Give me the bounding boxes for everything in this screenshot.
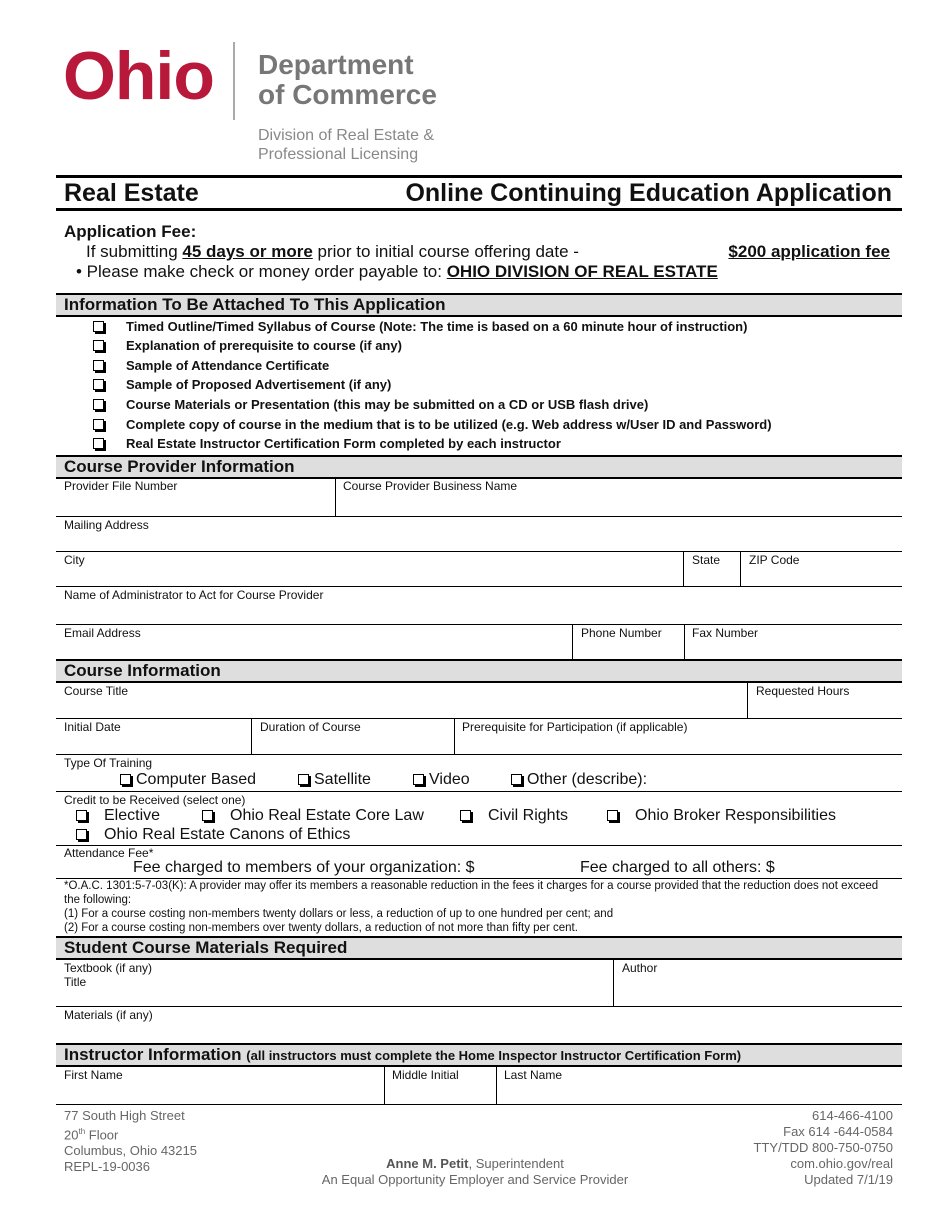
division-name [258, 126, 434, 164]
field-divider [454, 718, 455, 754]
field-rule [56, 624, 902, 625]
credit-option-label: Civil Rights [488, 807, 569, 824]
last-name-label: Last Name [504, 1068, 563, 1082]
training-option-label: Computer Based [136, 771, 257, 788]
training-option-label: Video [429, 771, 470, 788]
dept-line2: of Commerce [258, 79, 437, 110]
note-line: (2) For a course costing non-members over twenty dollars, a reduction of not more than fifty per cent. [64, 922, 578, 934]
fee-members-label: Fee charged to members of your organization: $ [133, 859, 475, 876]
eoe-statement: An Equal Opportunity Employer and Service Provider [321, 1172, 629, 1187]
division-line1: Division of Real Estate & [258, 127, 435, 144]
attach-item-label: Course Materials or Presentation (this may be submitted on a CD or USB flash drive) [126, 397, 649, 412]
provider-section-header: Course Provider Information [56, 455, 902, 479]
checkbox-icon[interactable] [413, 774, 424, 785]
attach-item[interactable] [93, 397, 648, 412]
title-real-estate: Real Estate [64, 179, 199, 207]
field-divider [496, 1066, 497, 1104]
training-option[interactable] [511, 771, 647, 789]
credit-option[interactable] [76, 807, 160, 825]
checkbox-icon[interactable] [511, 774, 522, 785]
floor-number: 20 [64, 1127, 79, 1143]
fee-line2 [76, 262, 718, 282]
textbook-label: Textbook (if any) [64, 961, 153, 975]
attach-item-label: Explanation of prerequisite to course (if any) [126, 338, 402, 353]
attach-item[interactable] [93, 358, 329, 373]
fee-line1-bold: 45 days or more [182, 242, 313, 261]
requested-hours-label: Requested Hours [756, 684, 850, 698]
checkbox-icon[interactable] [607, 810, 618, 821]
field-divider [683, 551, 684, 586]
state-label: State [692, 553, 721, 567]
administrator-label: Name of Administrator to Act for Course Provider [64, 588, 324, 602]
credit-option[interactable] [460, 807, 568, 825]
checkbox-icon[interactable] [93, 340, 104, 351]
department-name [258, 50, 437, 110]
credit-option[interactable] [202, 807, 424, 825]
zip-label: ZIP Code [749, 553, 800, 567]
attach-item-label: Real Estate Instructor Certification Form completed by each instructor [126, 436, 561, 451]
field-divider [613, 959, 614, 1006]
training-option[interactable] [413, 771, 470, 789]
materials-label: Materials (if any) [64, 1008, 153, 1022]
training-type-label: Type Of Training [64, 756, 153, 770]
fee-payee: OHIO DIVISION OF REAL ESTATE [446, 262, 718, 281]
field-rule [56, 845, 902, 846]
course-title-label: Course Title [64, 684, 129, 698]
city-label: City [64, 553, 85, 567]
checkbox-icon[interactable] [460, 810, 471, 821]
mailing-address-label: Mailing Address [64, 518, 149, 532]
field-divider [572, 624, 573, 660]
checkbox-icon[interactable] [298, 774, 309, 785]
credit-option[interactable] [76, 826, 350, 844]
footer-address-line: 77 South High Street [64, 1108, 185, 1123]
checkbox-icon[interactable] [76, 829, 87, 840]
field-divider [747, 682, 748, 718]
footer-tty: TTY/TDD 800-750-0750 [753, 1140, 893, 1155]
footer-address-line: Columbus, Ohio 43215 [64, 1143, 197, 1159]
note-line: (1) For a course costing non-members twenty dollars or less, a reduction of up to one hundred per cent; and [64, 908, 614, 920]
training-option-label: Other (describe): [527, 771, 648, 788]
training-option[interactable] [298, 771, 371, 789]
field-divider [251, 718, 252, 754]
checkbox-icon[interactable] [93, 419, 104, 430]
credit-option-label: Elective [104, 807, 161, 824]
attach-item[interactable] [93, 377, 391, 392]
author-label: Author [622, 961, 658, 975]
textbook-title-label: Title [64, 975, 87, 989]
fee-heading: Application Fee: [64, 222, 197, 241]
attach-item[interactable] [93, 417, 772, 432]
course-section-header: Course Information [56, 659, 902, 683]
checkbox-icon[interactable] [93, 399, 104, 410]
training-option-label: Satellite [314, 771, 371, 788]
field-rule [56, 1104, 902, 1105]
footer-web[interactable]: com.ohio.gov/real [790, 1156, 893, 1171]
checkbox-icon[interactable] [93, 321, 104, 332]
footer-updated: Updated 7/1/19 [804, 1172, 893, 1187]
attach-item-label: Timed Outline/Timed Syllabus of Course (Note: The time is based on a 60 minute hour of instruction) [126, 319, 748, 334]
field-divider [740, 551, 741, 586]
training-option[interactable] [120, 771, 256, 789]
materials-section-header: Student Course Materials Required [56, 936, 902, 960]
attach-item[interactable] [93, 338, 402, 353]
form-id: REPL-19-0036 [64, 1159, 150, 1175]
title-top-rule [56, 175, 902, 178]
initial-date-label: Initial Date [64, 720, 121, 734]
field-rule [56, 791, 902, 792]
phone-label: Phone Number [581, 626, 662, 640]
attach-item[interactable] [93, 436, 561, 451]
logo-divider [233, 42, 235, 120]
note-line: *O.A.C. 1301:5-7-03(K): A provider may offer its members a reasonable reduction in the fees it charges for a course provided that the reduction does not exceed the following: [64, 880, 879, 906]
field-rule [56, 718, 902, 719]
checkbox-icon[interactable] [120, 774, 131, 785]
fee-others-label: Fee charged to all others: $ [580, 859, 775, 876]
division-line2: Professional Licensing [258, 146, 419, 163]
attach-item-label: Sample of Attendance Certificate [126, 358, 330, 373]
credit-option[interactable] [607, 807, 836, 825]
superintendent-name: Anne M. Petit [386, 1156, 469, 1171]
field-rule [56, 516, 902, 517]
fee-line1 [86, 242, 579, 262]
instructor-section-header [56, 1043, 902, 1067]
credit-option-label: Ohio Real Estate Canons of Ethics [104, 826, 351, 843]
field-rule [56, 551, 902, 552]
oac-fee-note [64, 879, 894, 935]
checkbox-icon[interactable] [93, 379, 104, 390]
floor-suffix: th [78, 1127, 86, 1136]
checkbox-icon[interactable] [76, 810, 87, 821]
duration-label: Duration of Course [260, 720, 361, 734]
footer-phone: 614-466-4100 [812, 1108, 893, 1123]
fee-line2-pre: • Please make check or money order payable to: [76, 262, 447, 281]
business-name-label: Course Provider Business Name [343, 479, 518, 493]
fee-amount: $200 application fee [728, 242, 890, 261]
attach-item-label: Sample of Proposed Advertisement (if any) [126, 377, 392, 392]
ohio-logo: Ohio [63, 38, 214, 114]
footer-fax: Fax 614 -644-0584 [783, 1124, 893, 1139]
instructor-heading-note: (all instructors must complete the Home Inspector Instructor Certification Form) [246, 1048, 742, 1063]
attendance-fee-label: Attendance Fee* [64, 846, 154, 860]
first-name-label: First Name [64, 1068, 123, 1082]
footer-address-line [64, 1124, 197, 1143]
middle-initial-label: Middle Initial [392, 1068, 459, 1082]
credit-option-label: Ohio Real Estate Core Law [230, 807, 424, 824]
fee-line1-post: prior to initial course offering date - [312, 242, 579, 261]
email-label: Email Address [64, 626, 141, 640]
checkbox-icon[interactable] [93, 360, 104, 371]
instructor-heading: Instructor Information [64, 1045, 242, 1064]
provider-file-number-label: Provider File Number [64, 479, 178, 493]
field-divider [684, 624, 685, 660]
field-divider [384, 1066, 385, 1104]
field-rule [56, 754, 902, 755]
checkbox-icon[interactable] [202, 810, 213, 821]
page-title: Online Continuing Education Application [405, 179, 892, 207]
footer-contact [754, 1108, 893, 1188]
field-rule [56, 586, 902, 587]
title-bottom-rule [56, 208, 902, 211]
superintendent-title: , Superintendent [468, 1156, 564, 1171]
credit-option-label: Ohio Broker Responsibilities [635, 807, 836, 824]
attach-item-label: Complete copy of course in the medium that is to be utilized (e.g. Web address w/User ID and Password) [126, 417, 772, 432]
field-divider [335, 477, 336, 517]
floor-label: Floor [85, 1127, 119, 1143]
prerequisite-label: Prerequisite for Participation (if applicable) [462, 720, 688, 734]
fax-label: Fax Number [692, 626, 759, 640]
attach-item[interactable] [93, 319, 747, 334]
dept-line1: Department [258, 49, 414, 80]
checkbox-icon[interactable] [93, 438, 104, 449]
credit-label: Credit to be Received (select one) [64, 793, 246, 807]
fee-line1-pre: If submitting [86, 242, 183, 261]
attachments-section-header: Information To Be Attached To This Application [56, 293, 902, 317]
field-rule [56, 1006, 902, 1007]
